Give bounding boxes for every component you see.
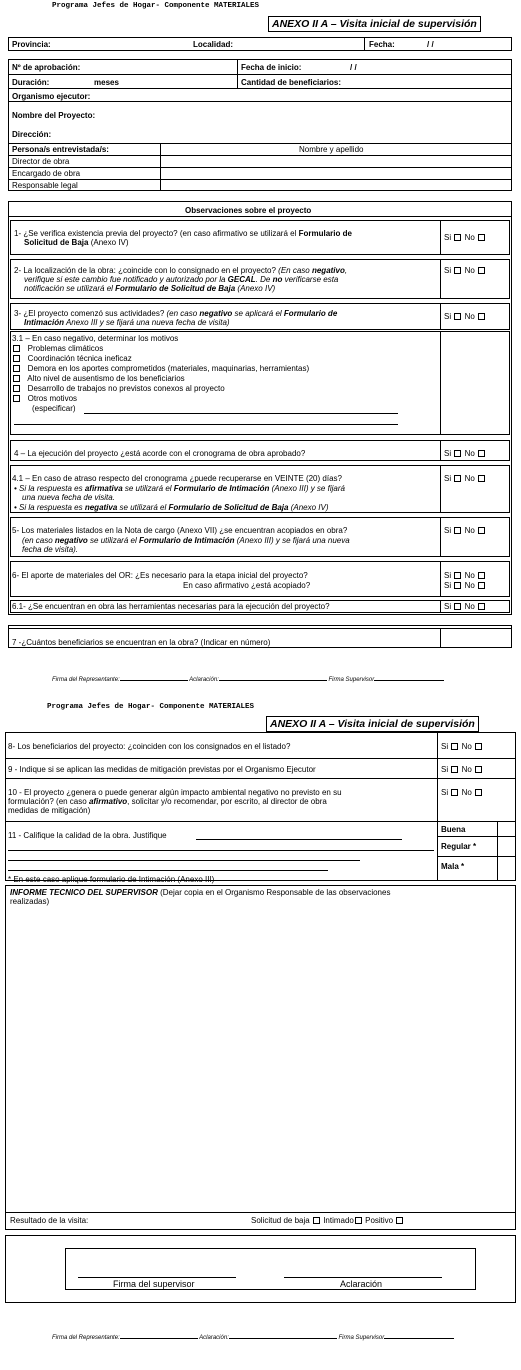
- q41-negative: • Si la respuesta es negativa se utilizará el Formulario de Solicitud de Baja (Anexo IV): [14, 503, 329, 512]
- q61-text: 6.1- ¿Se encuentran en obra las herramientas necesarias para la ejecución del proyecto?: [12, 602, 330, 611]
- motivo-checkbox[interactable]: [13, 385, 20, 392]
- aclaracion-line[interactable]: [284, 1277, 442, 1278]
- q41-affirmative: • Si la respuesta es afirmativa se utilizará el Formulario de Intimación (Anexo III) y se fijará una nueva fecha de visita.: [14, 484, 345, 502]
- q2-no-checkbox[interactable]: [478, 267, 485, 274]
- q5-answer[interactable]: Si No: [444, 526, 486, 535]
- q6b-answer[interactable]: Si No: [444, 581, 486, 590]
- role-director: Director de obra: [12, 157, 70, 166]
- q6b-no-checkbox[interactable]: [478, 582, 485, 589]
- q10-text: 10 - El proyecto ¿genera o puede generar algún impacto ambiental negativo no previsto en su formulación? (en caso afirmativo, solicitar y/o recomendar, por escrito, al director de obra medidas de mitigación): [8, 788, 342, 815]
- provincia-label: Provincia:: [12, 40, 51, 49]
- q61-si-checkbox[interactable]: [454, 603, 461, 610]
- intimado-checkbox[interactable]: [355, 1217, 362, 1224]
- aclaracion-label: Aclaración: [340, 1279, 383, 1289]
- q10-si-checkbox[interactable]: [451, 789, 458, 796]
- q6-si-checkbox[interactable]: [454, 572, 461, 579]
- motivo-item: Otros motivos: [12, 394, 77, 403]
- q9-answer[interactable]: Si No: [441, 765, 483, 774]
- q9-text: 9 - Indique si se aplican las medidas de mitigación previstas por el Organismo Ejecutor: [8, 765, 316, 774]
- q11-text: 11 - Califique la calidad de la obra. Justifique: [8, 831, 167, 840]
- aclaracion-field[interactable]: [219, 674, 327, 681]
- inicio-slashes: / /: [350, 63, 357, 72]
- motivo-item: Problemas climáticos: [12, 344, 103, 353]
- q4-answer[interactable]: Si No: [444, 449, 486, 458]
- signature-line-1: Firma del Representante: Aclaración: Firma Supervisor: [52, 674, 444, 683]
- q1-text: 1- ¿Se verifica existencia previa del proyecto? (en caso afirmativo se utilizará el Formulario de Solicitud de Baja (Anexo IV): [14, 229, 352, 247]
- firma-supervisor-label: Firma del supervisor: [113, 1279, 195, 1289]
- motivo-checkbox[interactable]: [13, 375, 20, 382]
- duracion-label: Duración:: [12, 78, 50, 87]
- signature-line-2: Firma del Representante: Aclaración: Firma Supervisor: [52, 1332, 454, 1341]
- q9-si-checkbox[interactable]: [451, 766, 458, 773]
- q2-text: 2- La localización de la obra: ¿coincide con lo consignado en el proyecto? (En caso negativo, verifique si este cambio fue notificado y autorizado por la GECAL. De no verificarse esta notificación se utilizará el Formulario de Solicitud de Baja (Anexo IV): [14, 266, 348, 293]
- q3-no-checkbox[interactable]: [478, 313, 485, 320]
- motivo-checkbox[interactable]: [13, 365, 20, 372]
- q8-si-checkbox[interactable]: [451, 743, 458, 750]
- justifique-line[interactable]: [8, 860, 360, 861]
- role-responsable: Responsable legal: [12, 181, 78, 190]
- q3-text: 3- ¿El proyecto comenzó sus actividades? (en caso negativo se aplicará el Formulario de Intimación Anexo III y se fijará una nueva fecha de visita): [14, 309, 338, 327]
- q6-text: 6- El aporte de materiales del OR: ¿Es necesario para la etapa inicial del proyecto?: [12, 571, 308, 580]
- program-title-2: Programa Jefes de Hogar- Componente MATERIALES: [47, 703, 255, 711]
- q8-text: 8- Los beneficiarios del proyecto: ¿coinciden con los consignados en el listado?: [8, 742, 291, 751]
- firma-supervisor-field[interactable]: [384, 1332, 454, 1339]
- program-title: Programa Jefes de Hogar- Componente MATERIALES: [52, 2, 260, 10]
- calidad-mala-mark[interactable]: [498, 857, 515, 880]
- solicitud-baja-checkbox[interactable]: [313, 1217, 320, 1224]
- q10-answer[interactable]: Si No: [441, 788, 483, 797]
- q41-answer[interactable]: Si No: [444, 474, 486, 483]
- q41-text: 4.1 – En caso de atraso respecto del cronograma ¿puede recuperarse en VEINTE (20) días?: [12, 474, 342, 483]
- observaciones-title: Observaciones sobre el proyecto: [185, 206, 312, 215]
- q31-title: 3.1 – En caso negativo, determinar los motivos: [12, 334, 179, 343]
- direccion-label: Dirección:: [12, 130, 52, 139]
- q5-no-checkbox[interactable]: [478, 527, 485, 534]
- calidad-regular-mark[interactable]: [498, 837, 515, 855]
- q41-si-checkbox[interactable]: [454, 475, 461, 482]
- footnote: * En este caso aplique formulario de Intimación (Anexo III): [8, 875, 215, 884]
- q41-no-checkbox[interactable]: [478, 475, 485, 482]
- nombre-apellido-header: Nombre y apellido: [299, 145, 364, 154]
- motivo-checkbox[interactable]: [13, 345, 20, 352]
- calidad-mala: Mala *: [441, 862, 465, 871]
- firma-representante-field[interactable]: [120, 1332, 198, 1339]
- q6-no-checkbox[interactable]: [478, 572, 485, 579]
- q5-text: 5- Los materiales listados en la Nota de cargo (Anexo VII) ¿se encuentran acopiados en obra?: [12, 526, 348, 535]
- q1-no-checkbox[interactable]: [478, 234, 485, 241]
- especificar-line[interactable]: [14, 424, 398, 425]
- q6-subtext: En caso afirmativo ¿está acopiado?: [183, 581, 311, 590]
- q61-answer[interactable]: Si No: [444, 602, 486, 611]
- motivo-item: Desarrollo de trabajos no previstos conexos al proyecto: [12, 384, 225, 393]
- q8-no-checkbox[interactable]: [475, 743, 482, 750]
- q8-answer[interactable]: Si No: [441, 742, 483, 751]
- firma-representante-field[interactable]: [120, 674, 188, 681]
- informe-textarea[interactable]: [10, 910, 510, 1210]
- justifique-line[interactable]: [8, 850, 434, 851]
- q3-answer[interactable]: Si No: [444, 312, 486, 321]
- aclaracion-field[interactable]: [229, 1332, 337, 1339]
- beneficiarios-label: Cantidad de beneficiarios:: [241, 78, 342, 87]
- calidad-regular: Regular *: [441, 842, 477, 851]
- resultado-label: Resultado de la visita:: [10, 1216, 89, 1225]
- q7-count-input[interactable]: [444, 632, 508, 645]
- q4-no-checkbox[interactable]: [478, 450, 485, 457]
- organismo-label: Organismo ejecutor:: [12, 92, 91, 101]
- justifique-line[interactable]: [8, 870, 328, 871]
- q2-si-checkbox[interactable]: [454, 267, 461, 274]
- justifique-line[interactable]: [196, 839, 402, 840]
- motivo-checkbox[interactable]: [13, 395, 20, 402]
- q2-answer[interactable]: Si No: [444, 266, 486, 275]
- q1-answer[interactable]: Si No: [444, 233, 486, 242]
- motivo-checkbox[interactable]: [13, 355, 20, 362]
- q6-answer[interactable]: Si No: [444, 571, 486, 580]
- inicio-label: Fecha de inicio:: [241, 63, 302, 72]
- q9-no-checkbox[interactable]: [475, 766, 482, 773]
- fecha-label: Fecha:: [369, 40, 395, 49]
- q3-si-checkbox[interactable]: [454, 313, 461, 320]
- q61-no-checkbox[interactable]: [478, 603, 485, 610]
- role-encargado: Encargado de obra: [12, 169, 81, 178]
- q10-no-checkbox[interactable]: [475, 789, 482, 796]
- positivo-checkbox[interactable]: [396, 1217, 403, 1224]
- resultado-options: Solicitud de baja Intimado Positivo: [251, 1216, 404, 1225]
- anexo-title: ANEXO II A – Visita inicial de supervisión: [268, 16, 481, 32]
- firma-supervisor-line[interactable]: [78, 1277, 236, 1278]
- especificar-line[interactable]: [84, 413, 398, 414]
- location-bar: [8, 37, 512, 51]
- q5-si-checkbox[interactable]: [454, 527, 461, 534]
- q4-si-checkbox[interactable]: [454, 450, 461, 457]
- localidad-label: Localidad:: [193, 40, 234, 49]
- personas-label: Persona/s entrevistada/s:: [12, 145, 109, 154]
- anexo-title-2: ANEXO II A – Visita inicial de supervisión: [266, 716, 479, 732]
- aprobacion-label: Nº de aprobación:: [12, 63, 81, 72]
- q5-note: (en caso negativo se utilizará el Formulario de Intimación (Anexo III) y se fijará una nueva fecha de visita).: [22, 536, 350, 554]
- informe-title: INFORME TECNICO DEL SUPERVISOR (Dejar copia en el Organismo Responsable de las observaciones realizadas): [10, 888, 391, 906]
- especificar-label: (especificar): [32, 404, 76, 413]
- meses-label: meses: [94, 78, 119, 87]
- q1-si-checkbox[interactable]: [454, 234, 461, 241]
- fecha-slashes: / /: [427, 40, 434, 49]
- motivo-item: Demora en los aportes comprometidos (materiales, maquinarias, herramientas): [12, 364, 309, 373]
- firma-supervisor-field[interactable]: [374, 674, 444, 681]
- q7-text: 7 -¿Cuántos beneficiarios se encuentran en la obra? (Indicar en número): [12, 638, 271, 647]
- motivo-item: Coordinación técnica ineficaz: [12, 354, 132, 363]
- nombre-proyecto-label: Nombre del Proyecto:: [12, 111, 96, 120]
- calidad-buena-mark[interactable]: [498, 822, 515, 835]
- q6b-si-checkbox[interactable]: [454, 582, 461, 589]
- calidad-buena: Buena: [441, 825, 466, 834]
- q4-text: 4 – La ejecución del proyecto ¿está acorde con el cronograma de obra aprobado?: [14, 449, 306, 458]
- motivo-item: Alto nivel de ausentismo de los beneficiarios: [12, 374, 185, 383]
